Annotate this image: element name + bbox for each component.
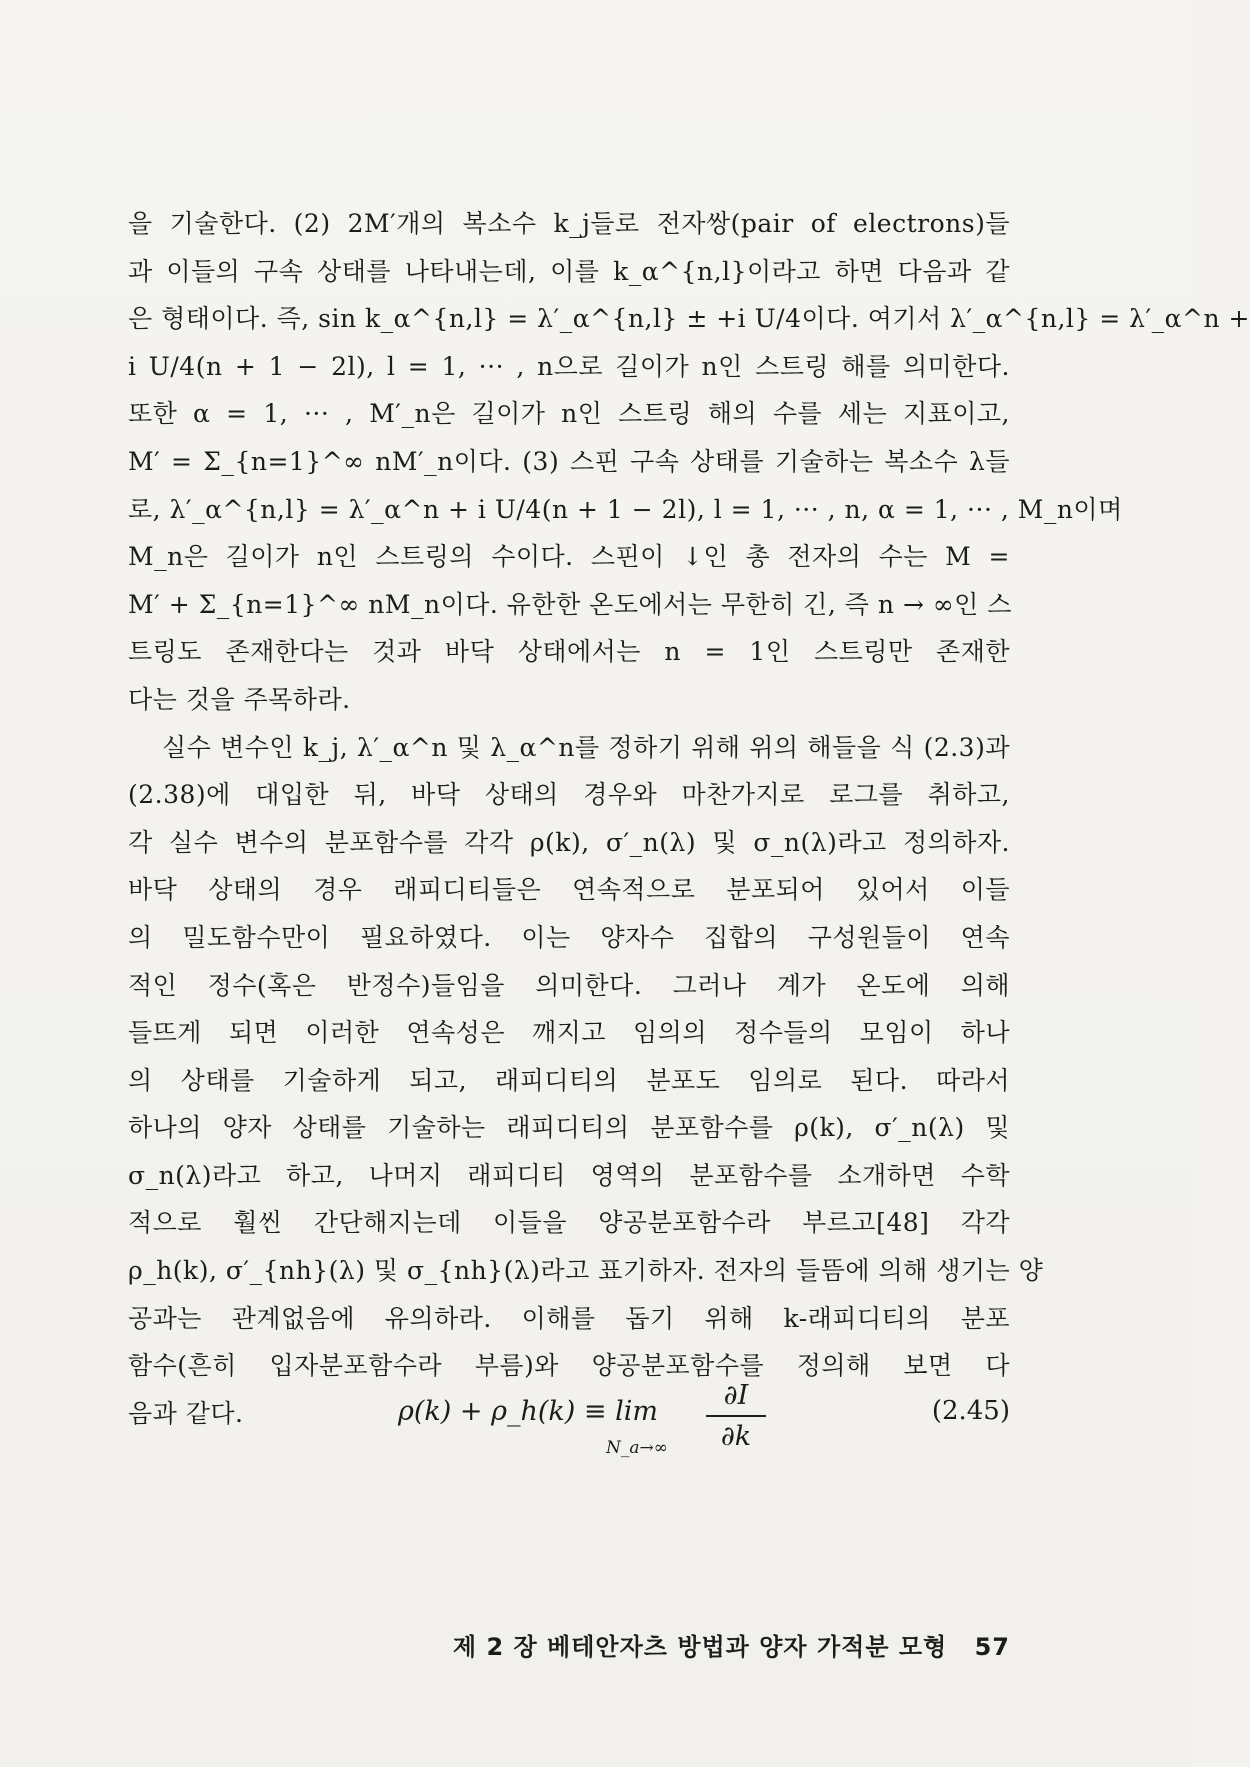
page-footer [128,1627,1010,1662]
text-line: 적으로 훨씬 간단해지는데 이들을 양공분포함수라 부르고[48] 각각 [128,1208,1010,1238]
text-line: σ_n(λ)라고 하고, 나머지 래피디티 영역의 분포함수를 소개하면 수학 [128,1160,1010,1190]
page-number: 57 [974,1633,1010,1661]
equation-limit-subscript: N_a→∞ [606,1438,668,1458]
text-line: M′ = Σ_{n=1}^∞ nM′_n이다. (3) 스핀 구속 상태를 기술하는 복소수 λ들 [128,446,1010,476]
text-line: 을 기술한다. (2) 2M′개의 복소수 k_j들로 전자쌍(pair of electrons)들 [128,209,1010,238]
text-line: 의 상태를 기술하게 되고, 래피디티의 분포도 임의로 된다. 따라서 [128,1065,1010,1095]
text-line: 로, λ′_α^{n,l} = λ′_α^n + i U/4(n + 1 − 2l), l = 1, ··· , n, α = 1, ··· , M_n이며 [128,494,1123,524]
fraction-denominator: ∂k [720,1421,752,1452]
fraction-bar [706,1415,766,1417]
equation-number: (2.45) [931,1396,1010,1426]
text-line: 공과는 관계없음에 유의하라. 이해를 돕기 위해 k-래피디티의 분포 [128,1303,1010,1333]
text-line: i U/4(n + 1 − 2l), l = 1, ··· , n으로 길이가 n인 스트링 해를 의미한다. [128,351,1010,381]
text-line: 은 형태이다. 즉, sin k_α^{n,l} = λ′_α^{n,l} ± +i U/4이다. 여기서 λ′_α^{n,l} = λ′_α^n + [128,304,1250,334]
text-line: 하나의 양자 상태를 기술하는 래피디티의 분포함수를 ρ(k), σ′_n(λ) 및 [128,1113,1010,1143]
text-line: 과 이들의 구속 상태를 나타내는데, 이를 k_α^{n,l}이라고 하면 다음과 같 [128,256,1010,286]
text-line: 함수(흔히 입자분포함수라 부름)와 양공분포함수를 정의해 보면 다 [128,1351,1010,1381]
text-line: ρ_h(k), σ′_{nh}(λ) 및 σ_{nh}(λ)라고 표기하자. 전자의 들뜸에 의해 생기는 양 [128,1256,1044,1286]
text-line: 들뜨게 되면 이러한 연속성은 깨지고 임의의 정수들의 모임이 하나 [128,1018,1010,1048]
text-line: 의 밀도함수만이 필요하였다. 이는 양자수 집합의 구성원들이 연속 [128,922,1010,952]
text-line: 다는 것을 주목하라. [128,684,351,714]
text-line: M_n은 길이가 n인 스트링의 수이다. 스핀이 ↓인 총 전자의 수는 M = [128,542,1010,572]
text-line: M′ + Σ_{n=1}^∞ nM_n이다. 유한한 온도에서는 무한히 긴, 즉 n → ∞인 스 [128,589,1012,619]
equation-2-45 [128,1380,1010,1464]
text-line: 또한 α = 1, ··· , M′_n은 길이가 n인 스트링 해의 수를 세는 지표이고, [128,399,1010,429]
text-line: 바닥 상태의 경우 래피디티들은 연속적으로 분포되어 있어서 이들 [128,875,1010,905]
text-line: (2.38)에 대입한 뒤, 바닥 상태의 경우와 마찬가지로 로그를 취하고, [128,780,1010,810]
paragraph-1 [128,200,1250,724]
chapter-title: 제 2 장 베테안자츠 방법과 양자 가적분 모형 [452,1633,948,1661]
body-text [128,200,1250,1437]
text-line: 트링도 존재한다는 것과 바닥 상태에서는 n = 1인 스트링만 존재한 [128,637,1010,667]
paragraph-2 [128,724,1044,1438]
fraction-numerator: ∂I [723,1380,749,1411]
equation-fraction [706,1380,766,1452]
text-line: 각 실수 변수의 분포함수를 각각 ρ(k), σ′_n(λ) 및 σ_n(λ)라고 정의하자. [128,827,1010,857]
text-line: 적인 정수(혹은 반정수)들임을 의미한다. 그러나 계가 온도에 의해 [128,970,1010,1000]
equation-lhs: ρ(k) + ρ_h(k) ≡ lim [398,1396,658,1427]
text-line: 실수 변수인 k_j, λ′_α^n 및 λ_α^n를 정하기 위해 위의 해들을 식 (2.3)과 [162,732,1010,762]
text-line: 음과 같다. [128,1398,244,1428]
